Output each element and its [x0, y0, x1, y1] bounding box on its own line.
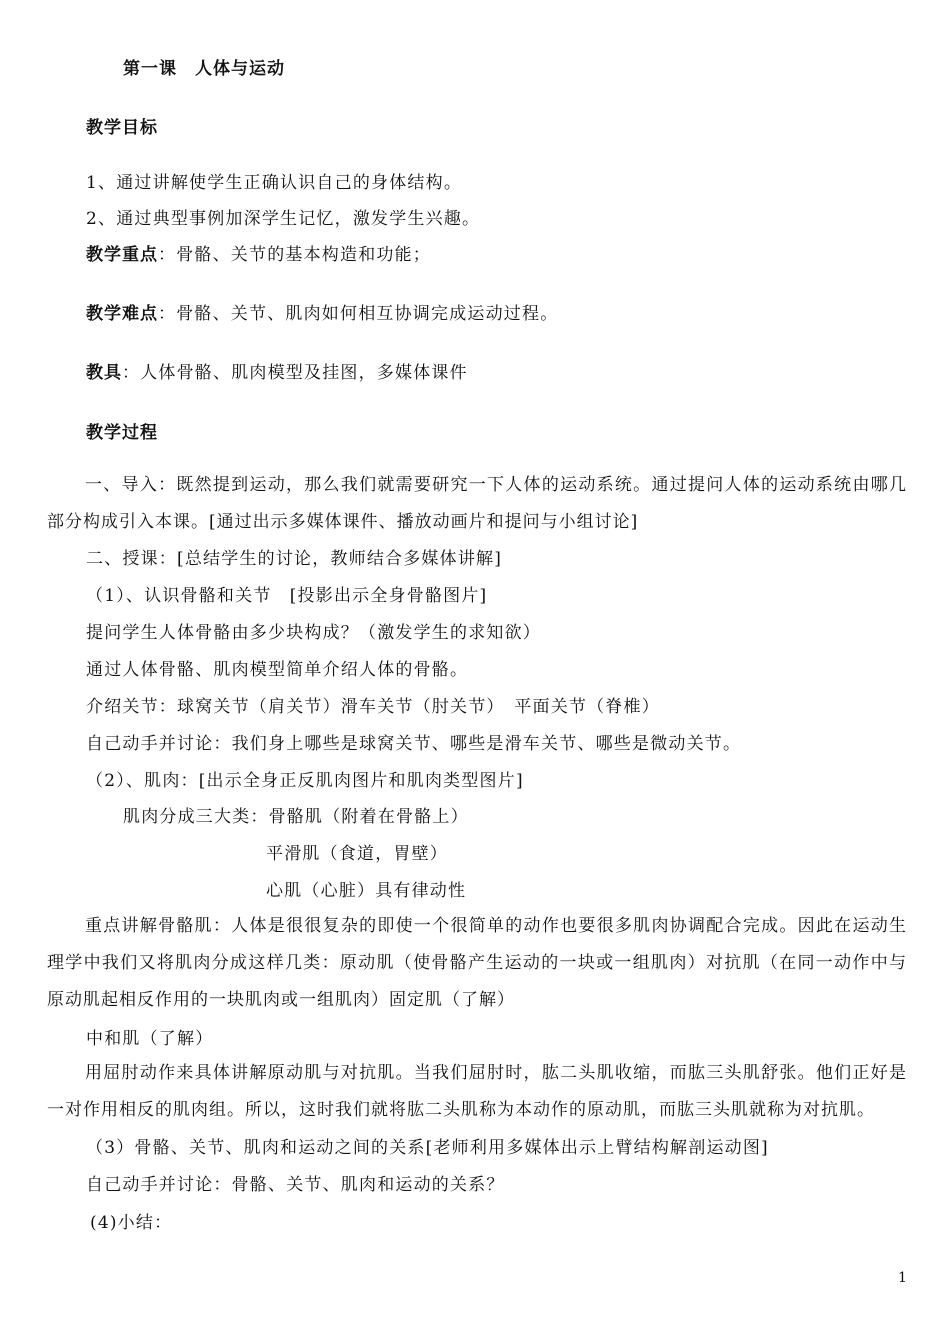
muscle-types-3: 心肌（心脏）具有律动性	[266, 881, 467, 901]
difficulties	[86, 303, 558, 325]
key-points-text: ：骨骼、关节的基本构造和功能；	[158, 245, 431, 265]
lesson-title: 第一课 人体与运动	[123, 59, 285, 79]
teaching-line: 二、授课：[总结学生的讨论，教师结合多媒体讲解]	[86, 549, 503, 569]
section-2-heading: （2）、肌肉：[出示全身正反肌肉图片和肌肉类型图片]	[86, 771, 524, 791]
difficulties-label: 教学难点	[86, 304, 158, 324]
muscle-types-1: 肌肉分成三大类：骨骼肌（附着在骨骼上）	[123, 807, 469, 827]
tools-label: 教具	[86, 363, 122, 383]
summary-heading: (4)小结：	[90, 1213, 173, 1233]
section-1-heading: （1）、认识骨骼和关节 [投影出示全身骨骼图片]	[86, 586, 488, 606]
section-3-heading: （3）骨骼、关节、肌肉和运动之间的关系[老师利用多媒体出示上臂结构解剖运动图]	[86, 1138, 769, 1158]
joints-line: 介绍关节：球窝关节（肩关节）滑车关节（肘关节） 平面关节（脊椎）	[86, 697, 660, 717]
models-line: 通过人体骨骼、肌肉模型简单介绍人体的骨骼。	[86, 660, 469, 680]
skeletal-muscle-paragraph: 重点讲解骨骼肌：人体是很很复杂的即使一个很简单的动作也要很多肌肉协调配合完成。因此在运动生理学中我们又将肌肉分成这样几类：原动肌（使骨骼产生运动的一块或一组肌肉）对抗肌（在同一动作中与原动肌起相反作用的一块肌肉或一组肌肉）固定肌（了解）	[47, 916, 907, 1010]
difficulties-text: ：骨骼、关节、肌肉如何相互协调完成运动过程。	[158, 304, 559, 324]
process-heading: 教学过程	[86, 423, 158, 443]
discussion-2: 自己动手并讨论：骨骼、关节、肌肉和运动的关系？	[86, 1175, 505, 1195]
objective-1: 1、通过讲解使学生正确认识自己的身体结构。	[86, 173, 463, 193]
key-points-label: 教学重点	[86, 245, 158, 265]
muscle-types-2: 平滑肌（食道，胃壁）	[266, 844, 448, 864]
discussion-1: 自己动手并讨论：我们身上哪些是球窝关节、哪些是滑车关节、哪些是微动关节。	[86, 734, 742, 754]
teaching-tools	[86, 362, 468, 384]
question-line: 提问学生人体骨骼由多少块构成？（激发学生的求知欲）	[86, 623, 541, 643]
intro-paragraph: 一、导入：既然提到运动，那么我们就需要研究一下人体的运动系统。通过提问人体的运动系统由哪几部分构成引入本课。[通过出示多媒体课件、播放动画片和提问与小组讨论]	[47, 475, 907, 532]
page-number: 1	[898, 1270, 907, 1286]
elbow-paragraph: 用屈肘动作来具体讲解原动肌与对抗肌。当我们屈肘时，肱二头肌收缩，而肱三头肌舒张。他们正好是一对作用相反的肌肉组。所以，这时我们就将肱二头肌称为本动作的原动肌，而肱三头肌就称为对抗肌。	[47, 1063, 907, 1120]
objective-2: 2、通过典型事例加深学生记忆，激发学生兴趣。	[86, 209, 481, 229]
neutral-muscle-line: 中和肌（了解）	[86, 1029, 214, 1049]
tools-text: ：人体骨骼、肌肉模型及挂图，多媒体课件	[122, 363, 468, 383]
key-points	[86, 244, 431, 266]
objectives-heading: 教学目标	[86, 118, 158, 138]
